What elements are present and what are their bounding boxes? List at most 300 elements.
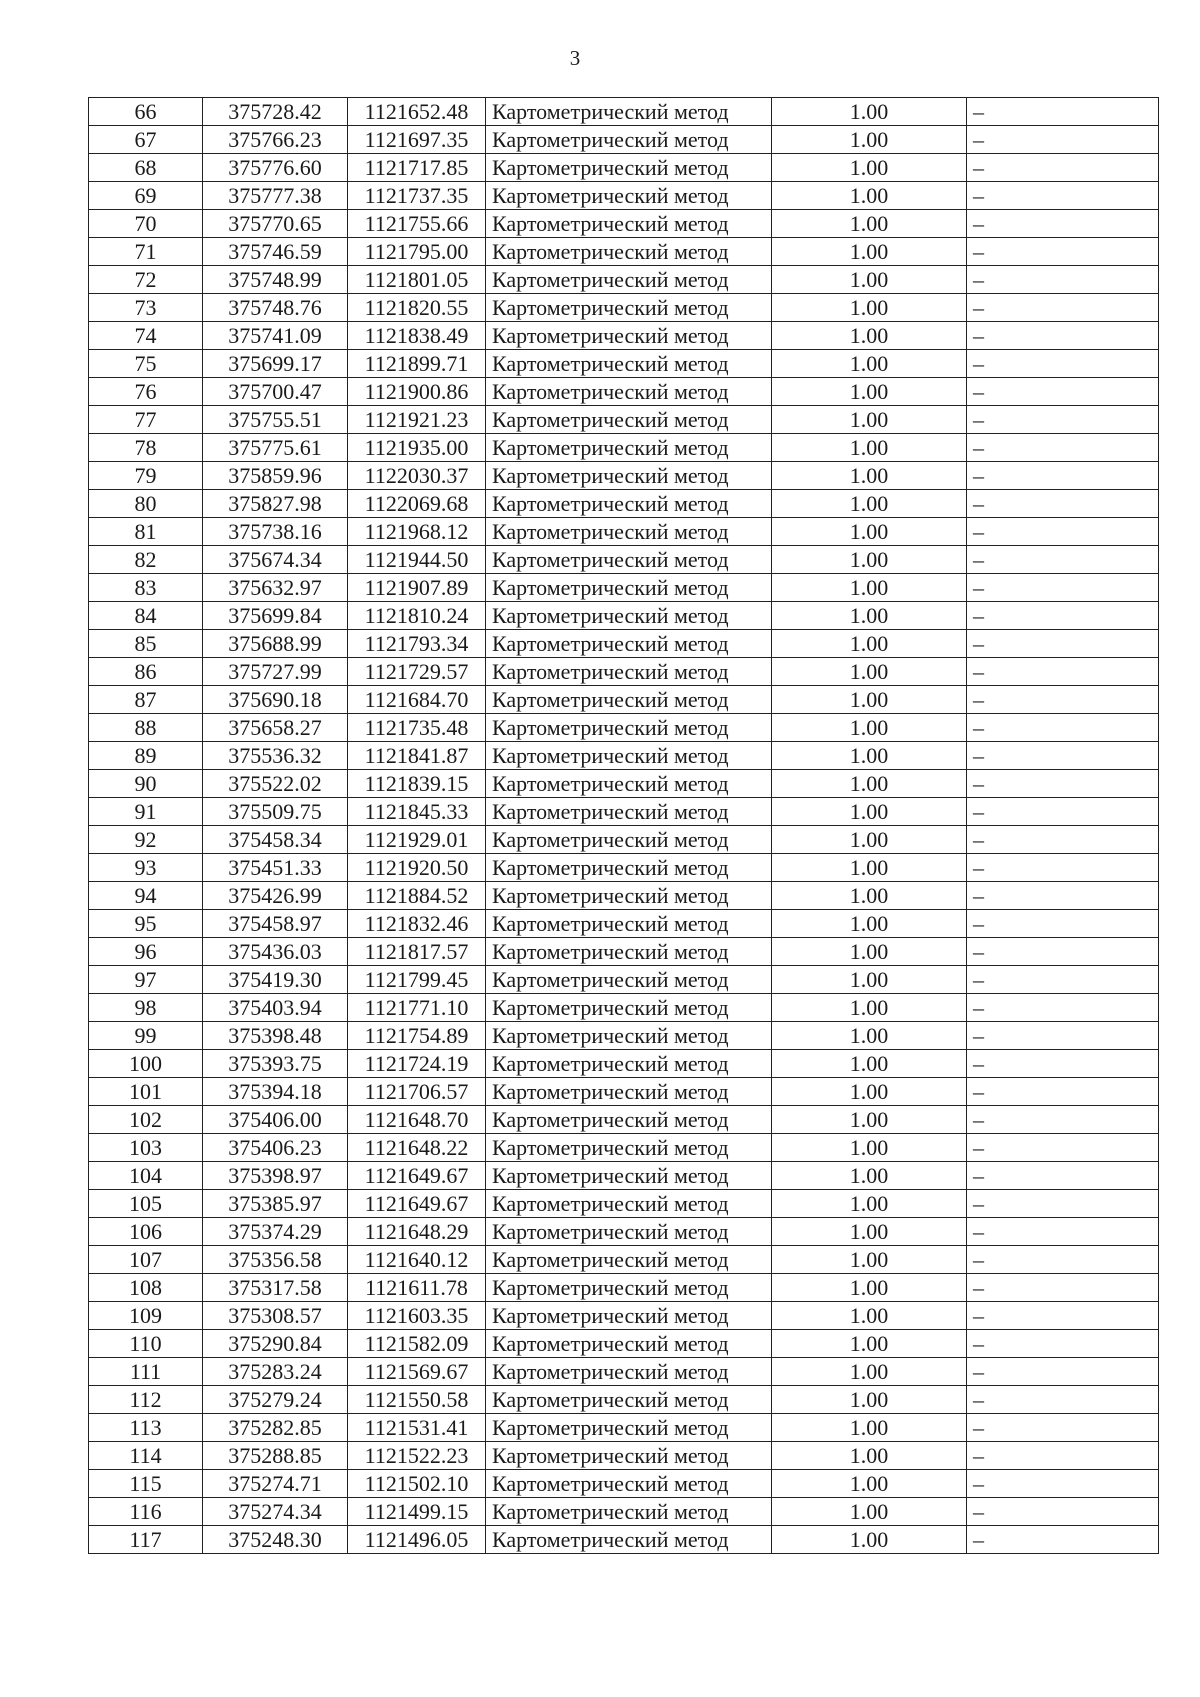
y-coordinate-cell: 1121920.50 xyxy=(348,854,486,882)
description-cell: – xyxy=(967,1218,1159,1246)
point-number-cell: 93 xyxy=(89,854,203,882)
y-coordinate-cell: 1122069.68 xyxy=(348,490,486,518)
x-coordinate-cell: 375436.03 xyxy=(203,938,348,966)
y-coordinate-cell: 1121603.35 xyxy=(348,1302,486,1330)
table-row xyxy=(89,1386,1159,1414)
x-coordinate-cell: 375458.97 xyxy=(203,910,348,938)
method-cell: Картометрический метод xyxy=(486,98,772,126)
y-coordinate-cell: 1121569.67 xyxy=(348,1358,486,1386)
point-number-cell: 91 xyxy=(89,798,203,826)
method-cell: Картометрический метод xyxy=(486,798,772,826)
point-number-cell: 112 xyxy=(89,1386,203,1414)
table-row xyxy=(89,182,1159,210)
method-cell: Картометрический метод xyxy=(486,1022,772,1050)
accuracy-cell: 1.00 xyxy=(772,1190,967,1218)
description-cell: – xyxy=(967,1470,1159,1498)
method-cell: Картометрический метод xyxy=(486,1190,772,1218)
accuracy-cell: 1.00 xyxy=(772,714,967,742)
table-row xyxy=(89,770,1159,798)
point-number-cell: 81 xyxy=(89,518,203,546)
y-coordinate-cell: 1121652.48 xyxy=(348,98,486,126)
point-number-cell: 111 xyxy=(89,1358,203,1386)
accuracy-cell: 1.00 xyxy=(772,798,967,826)
y-coordinate-cell: 1121717.85 xyxy=(348,154,486,182)
x-coordinate-cell: 375748.99 xyxy=(203,266,348,294)
point-number-cell: 109 xyxy=(89,1302,203,1330)
accuracy-cell: 1.00 xyxy=(772,1246,967,1274)
description-cell: – xyxy=(967,238,1159,266)
y-coordinate-cell: 1121899.71 xyxy=(348,350,486,378)
y-coordinate-cell: 1121611.78 xyxy=(348,1274,486,1302)
description-cell: – xyxy=(967,294,1159,322)
point-number-cell: 79 xyxy=(89,462,203,490)
description-cell: – xyxy=(967,1022,1159,1050)
point-number-cell: 97 xyxy=(89,966,203,994)
table-row xyxy=(89,266,1159,294)
method-cell: Картометрический метод xyxy=(486,1470,772,1498)
description-cell: – xyxy=(967,854,1159,882)
accuracy-cell: 1.00 xyxy=(772,266,967,294)
y-coordinate-cell: 1121502.10 xyxy=(348,1470,486,1498)
table-row xyxy=(89,1134,1159,1162)
x-coordinate-cell: 375393.75 xyxy=(203,1050,348,1078)
point-number-cell: 107 xyxy=(89,1246,203,1274)
y-coordinate-cell: 1122030.37 xyxy=(348,462,486,490)
y-coordinate-cell: 1121724.19 xyxy=(348,1050,486,1078)
table-row xyxy=(89,910,1159,938)
table-row xyxy=(89,1078,1159,1106)
point-number-cell: 68 xyxy=(89,154,203,182)
x-coordinate-cell: 375775.61 xyxy=(203,434,348,462)
accuracy-cell: 1.00 xyxy=(772,1218,967,1246)
point-number-cell: 90 xyxy=(89,770,203,798)
table-row xyxy=(89,434,1159,462)
description-cell: – xyxy=(967,434,1159,462)
table-row xyxy=(89,98,1159,126)
description-cell: – xyxy=(967,1302,1159,1330)
table-row xyxy=(89,1302,1159,1330)
point-number-cell: 108 xyxy=(89,1274,203,1302)
table-row xyxy=(89,518,1159,546)
accuracy-cell: 1.00 xyxy=(772,238,967,266)
method-cell: Картометрический метод xyxy=(486,658,772,686)
x-coordinate-cell: 375522.02 xyxy=(203,770,348,798)
y-coordinate-cell: 1121735.48 xyxy=(348,714,486,742)
accuracy-cell: 1.00 xyxy=(772,1442,967,1470)
x-coordinate-cell: 375728.42 xyxy=(203,98,348,126)
table-row xyxy=(89,938,1159,966)
point-number-cell: 78 xyxy=(89,434,203,462)
accuracy-cell: 1.00 xyxy=(772,126,967,154)
point-number-cell: 113 xyxy=(89,1414,203,1442)
accuracy-cell: 1.00 xyxy=(772,1134,967,1162)
table-row xyxy=(89,350,1159,378)
accuracy-cell: 1.00 xyxy=(772,1414,967,1442)
description-cell: – xyxy=(967,1078,1159,1106)
coordinates-table-body xyxy=(89,98,1159,1554)
description-cell: – xyxy=(967,126,1159,154)
point-number-cell: 104 xyxy=(89,1162,203,1190)
y-coordinate-cell: 1121820.55 xyxy=(348,294,486,322)
description-cell: – xyxy=(967,994,1159,1022)
table-row xyxy=(89,210,1159,238)
point-number-cell: 95 xyxy=(89,910,203,938)
description-cell: – xyxy=(967,378,1159,406)
accuracy-cell: 1.00 xyxy=(772,154,967,182)
description-cell: – xyxy=(967,1274,1159,1302)
table-row xyxy=(89,490,1159,518)
method-cell: Картометрический метод xyxy=(486,1134,772,1162)
x-coordinate-cell: 375674.34 xyxy=(203,546,348,574)
x-coordinate-cell: 375509.75 xyxy=(203,798,348,826)
point-number-cell: 96 xyxy=(89,938,203,966)
description-cell: – xyxy=(967,462,1159,490)
accuracy-cell: 1.00 xyxy=(772,462,967,490)
y-coordinate-cell: 1121810.24 xyxy=(348,602,486,630)
method-cell: Картометрический метод xyxy=(486,1274,772,1302)
point-number-cell: 67 xyxy=(89,126,203,154)
method-cell: Картометрический метод xyxy=(486,994,772,1022)
description-cell: – xyxy=(967,1162,1159,1190)
description-cell: – xyxy=(967,1050,1159,1078)
point-number-cell: 99 xyxy=(89,1022,203,1050)
point-number-cell: 82 xyxy=(89,546,203,574)
point-number-cell: 98 xyxy=(89,994,203,1022)
point-number-cell: 116 xyxy=(89,1498,203,1526)
y-coordinate-cell: 1121522.23 xyxy=(348,1442,486,1470)
x-coordinate-cell: 375426.99 xyxy=(203,882,348,910)
x-coordinate-cell: 375458.34 xyxy=(203,826,348,854)
y-coordinate-cell: 1121795.00 xyxy=(348,238,486,266)
table-row xyxy=(89,1050,1159,1078)
description-cell: – xyxy=(967,490,1159,518)
accuracy-cell: 1.00 xyxy=(772,182,967,210)
point-number-cell: 77 xyxy=(89,406,203,434)
description-cell: – xyxy=(967,210,1159,238)
accuracy-cell: 1.00 xyxy=(772,1274,967,1302)
method-cell: Картометрический метод xyxy=(486,1386,772,1414)
y-coordinate-cell: 1121697.35 xyxy=(348,126,486,154)
point-number-cell: 74 xyxy=(89,322,203,350)
accuracy-cell: 1.00 xyxy=(772,686,967,714)
accuracy-cell: 1.00 xyxy=(772,1526,967,1554)
table-row xyxy=(89,1442,1159,1470)
description-cell: – xyxy=(967,1246,1159,1274)
method-cell: Картометрический метод xyxy=(486,154,772,182)
point-number-cell: 71 xyxy=(89,238,203,266)
point-number-cell: 101 xyxy=(89,1078,203,1106)
table-row xyxy=(89,574,1159,602)
point-number-cell: 114 xyxy=(89,1442,203,1470)
x-coordinate-cell: 375741.09 xyxy=(203,322,348,350)
accuracy-cell: 1.00 xyxy=(772,294,967,322)
point-number-cell: 94 xyxy=(89,882,203,910)
method-cell: Картометрический метод xyxy=(486,602,772,630)
accuracy-cell: 1.00 xyxy=(772,854,967,882)
method-cell: Картометрический метод xyxy=(486,826,772,854)
table-row xyxy=(89,714,1159,742)
table-row xyxy=(89,1246,1159,1274)
description-cell: – xyxy=(967,1442,1159,1470)
y-coordinate-cell: 1121817.57 xyxy=(348,938,486,966)
method-cell: Картометрический метод xyxy=(486,966,772,994)
method-cell: Картометрический метод xyxy=(486,882,772,910)
x-coordinate-cell: 375288.85 xyxy=(203,1442,348,1470)
method-cell: Картометрический метод xyxy=(486,1442,772,1470)
description-cell: – xyxy=(967,546,1159,574)
y-coordinate-cell: 1121839.15 xyxy=(348,770,486,798)
accuracy-cell: 1.00 xyxy=(772,1106,967,1134)
x-coordinate-cell: 375451.33 xyxy=(203,854,348,882)
table-row xyxy=(89,1218,1159,1246)
y-coordinate-cell: 1121884.52 xyxy=(348,882,486,910)
description-cell: – xyxy=(967,266,1159,294)
table-row xyxy=(89,462,1159,490)
accuracy-cell: 1.00 xyxy=(772,1386,967,1414)
method-cell: Картометрический метод xyxy=(486,770,772,798)
table-row xyxy=(89,1190,1159,1218)
point-number-cell: 86 xyxy=(89,658,203,686)
y-coordinate-cell: 1121649.67 xyxy=(348,1190,486,1218)
x-coordinate-cell: 375859.96 xyxy=(203,462,348,490)
description-cell: – xyxy=(967,630,1159,658)
x-coordinate-cell: 375406.23 xyxy=(203,1134,348,1162)
accuracy-cell: 1.00 xyxy=(772,546,967,574)
point-number-cell: 89 xyxy=(89,742,203,770)
x-coordinate-cell: 375688.99 xyxy=(203,630,348,658)
point-number-cell: 92 xyxy=(89,826,203,854)
page-number: 3 xyxy=(569,46,581,70)
point-number-cell: 117 xyxy=(89,1526,203,1554)
accuracy-cell: 1.00 xyxy=(772,322,967,350)
y-coordinate-cell: 1121900.86 xyxy=(348,378,486,406)
x-coordinate-cell: 375727.99 xyxy=(203,658,348,686)
point-number-cell: 76 xyxy=(89,378,203,406)
method-cell: Картометрический метод xyxy=(486,490,772,518)
method-cell: Картометрический метод xyxy=(486,1358,772,1386)
x-coordinate-cell: 375290.84 xyxy=(203,1330,348,1358)
table-row xyxy=(89,1358,1159,1386)
description-cell: – xyxy=(967,1414,1159,1442)
point-number-cell: 84 xyxy=(89,602,203,630)
table-row xyxy=(89,658,1159,686)
accuracy-cell: 1.00 xyxy=(772,602,967,630)
table-row xyxy=(89,1106,1159,1134)
method-cell: Картометрический метод xyxy=(486,518,772,546)
method-cell: Картометрический метод xyxy=(486,350,772,378)
point-number-cell: 102 xyxy=(89,1106,203,1134)
table-row xyxy=(89,322,1159,350)
method-cell: Картометрический метод xyxy=(486,1498,772,1526)
y-coordinate-cell: 1121684.70 xyxy=(348,686,486,714)
y-coordinate-cell: 1121706.57 xyxy=(348,1078,486,1106)
table-row xyxy=(89,1414,1159,1442)
y-coordinate-cell: 1121648.29 xyxy=(348,1218,486,1246)
x-coordinate-cell: 375406.00 xyxy=(203,1106,348,1134)
table-row xyxy=(89,154,1159,182)
accuracy-cell: 1.00 xyxy=(772,910,967,938)
method-cell: Картометрический метод xyxy=(486,1302,772,1330)
accuracy-cell: 1.00 xyxy=(772,518,967,546)
x-coordinate-cell: 375274.71 xyxy=(203,1470,348,1498)
accuracy-cell: 1.00 xyxy=(772,882,967,910)
accuracy-cell: 1.00 xyxy=(772,826,967,854)
x-coordinate-cell: 375700.47 xyxy=(203,378,348,406)
point-number-cell: 73 xyxy=(89,294,203,322)
method-cell: Картометрический метод xyxy=(486,322,772,350)
accuracy-cell: 1.00 xyxy=(772,994,967,1022)
x-coordinate-cell: 375356.58 xyxy=(203,1246,348,1274)
accuracy-cell: 1.00 xyxy=(772,350,967,378)
description-cell: – xyxy=(967,1190,1159,1218)
method-cell: Картометрический метод xyxy=(486,434,772,462)
x-coordinate-cell: 375632.97 xyxy=(203,574,348,602)
x-coordinate-cell: 375398.48 xyxy=(203,1022,348,1050)
x-coordinate-cell: 375283.24 xyxy=(203,1358,348,1386)
x-coordinate-cell: 375738.16 xyxy=(203,518,348,546)
description-cell: – xyxy=(967,574,1159,602)
table-row xyxy=(89,294,1159,322)
x-coordinate-cell: 375398.97 xyxy=(203,1162,348,1190)
table-row xyxy=(89,742,1159,770)
description-cell: – xyxy=(967,938,1159,966)
method-cell: Картометрический метод xyxy=(486,1330,772,1358)
method-cell: Картометрический метод xyxy=(486,938,772,966)
accuracy-cell: 1.00 xyxy=(772,966,967,994)
point-number-cell: 105 xyxy=(89,1190,203,1218)
accuracy-cell: 1.00 xyxy=(772,770,967,798)
method-cell: Картометрический метод xyxy=(486,182,772,210)
y-coordinate-cell: 1121921.23 xyxy=(348,406,486,434)
y-coordinate-cell: 1121841.87 xyxy=(348,742,486,770)
table-row xyxy=(89,882,1159,910)
point-number-cell: 100 xyxy=(89,1050,203,1078)
description-cell: – xyxy=(967,1134,1159,1162)
y-coordinate-cell: 1121550.58 xyxy=(348,1386,486,1414)
description-cell: – xyxy=(967,182,1159,210)
method-cell: Картометрический метод xyxy=(486,294,772,322)
table-row xyxy=(89,686,1159,714)
x-coordinate-cell: 375746.59 xyxy=(203,238,348,266)
method-cell: Картометрический метод xyxy=(486,714,772,742)
description-cell: – xyxy=(967,154,1159,182)
x-coordinate-cell: 375419.30 xyxy=(203,966,348,994)
table-row xyxy=(89,1330,1159,1358)
point-number-cell: 75 xyxy=(89,350,203,378)
description-cell: – xyxy=(967,406,1159,434)
x-coordinate-cell: 375308.57 xyxy=(203,1302,348,1330)
accuracy-cell: 1.00 xyxy=(772,938,967,966)
y-coordinate-cell: 1121496.05 xyxy=(348,1526,486,1554)
description-cell: – xyxy=(967,798,1159,826)
y-coordinate-cell: 1121907.89 xyxy=(348,574,486,602)
accuracy-cell: 1.00 xyxy=(772,1162,967,1190)
x-coordinate-cell: 375248.30 xyxy=(203,1526,348,1554)
method-cell: Картометрический метод xyxy=(486,1526,772,1554)
description-cell: – xyxy=(967,686,1159,714)
y-coordinate-cell: 1121640.12 xyxy=(348,1246,486,1274)
x-coordinate-cell: 375374.29 xyxy=(203,1218,348,1246)
method-cell: Картометрический метод xyxy=(486,406,772,434)
method-cell: Картометрический метод xyxy=(486,210,772,238)
table-row xyxy=(89,602,1159,630)
table-row xyxy=(89,546,1159,574)
method-cell: Картометрический метод xyxy=(486,1106,772,1134)
x-coordinate-cell: 375658.27 xyxy=(203,714,348,742)
y-coordinate-cell: 1121801.05 xyxy=(348,266,486,294)
point-number-cell: 70 xyxy=(89,210,203,238)
x-coordinate-cell: 375755.51 xyxy=(203,406,348,434)
description-cell: – xyxy=(967,322,1159,350)
table-row xyxy=(89,1470,1159,1498)
coordinates-table xyxy=(88,97,1159,1554)
x-coordinate-cell: 375748.76 xyxy=(203,294,348,322)
method-cell: Картометрический метод xyxy=(486,378,772,406)
method-cell: Картометрический метод xyxy=(486,1078,772,1106)
method-cell: Картометрический метод xyxy=(486,546,772,574)
description-cell: – xyxy=(967,602,1159,630)
x-coordinate-cell: 375777.38 xyxy=(203,182,348,210)
y-coordinate-cell: 1121531.41 xyxy=(348,1414,486,1442)
table-row xyxy=(89,406,1159,434)
accuracy-cell: 1.00 xyxy=(772,1078,967,1106)
description-cell: – xyxy=(967,1498,1159,1526)
x-coordinate-cell: 375403.94 xyxy=(203,994,348,1022)
table-row xyxy=(89,1022,1159,1050)
point-number-cell: 106 xyxy=(89,1218,203,1246)
x-coordinate-cell: 375690.18 xyxy=(203,686,348,714)
y-coordinate-cell: 1121771.10 xyxy=(348,994,486,1022)
x-coordinate-cell: 375770.65 xyxy=(203,210,348,238)
table-row xyxy=(89,630,1159,658)
y-coordinate-cell: 1121799.45 xyxy=(348,966,486,994)
method-cell: Картометрический метод xyxy=(486,1246,772,1274)
table-row xyxy=(89,126,1159,154)
accuracy-cell: 1.00 xyxy=(772,742,967,770)
x-coordinate-cell: 375385.97 xyxy=(203,1190,348,1218)
description-cell: – xyxy=(967,910,1159,938)
y-coordinate-cell: 1121499.15 xyxy=(348,1498,486,1526)
y-coordinate-cell: 1121755.66 xyxy=(348,210,486,238)
method-cell: Картометрический метод xyxy=(486,574,772,602)
method-cell: Картометрический метод xyxy=(486,238,772,266)
y-coordinate-cell: 1121944.50 xyxy=(348,546,486,574)
x-coordinate-cell: 375699.17 xyxy=(203,350,348,378)
description-cell: – xyxy=(967,742,1159,770)
table-row xyxy=(89,378,1159,406)
x-coordinate-cell: 375282.85 xyxy=(203,1414,348,1442)
point-number-cell: 115 xyxy=(89,1470,203,1498)
accuracy-cell: 1.00 xyxy=(772,574,967,602)
table-row xyxy=(89,238,1159,266)
method-cell: Картометрический метод xyxy=(486,126,772,154)
accuracy-cell: 1.00 xyxy=(772,1330,967,1358)
accuracy-cell: 1.00 xyxy=(772,1302,967,1330)
accuracy-cell: 1.00 xyxy=(772,490,967,518)
method-cell: Картометрический метод xyxy=(486,910,772,938)
description-cell: – xyxy=(967,658,1159,686)
table-row xyxy=(89,798,1159,826)
description-cell: – xyxy=(967,882,1159,910)
point-number-cell: 69 xyxy=(89,182,203,210)
x-coordinate-cell: 375317.58 xyxy=(203,1274,348,1302)
accuracy-cell: 1.00 xyxy=(772,1022,967,1050)
y-coordinate-cell: 1121648.70 xyxy=(348,1106,486,1134)
table-row xyxy=(89,1498,1159,1526)
accuracy-cell: 1.00 xyxy=(772,1050,967,1078)
accuracy-cell: 1.00 xyxy=(772,98,967,126)
method-cell: Картометрический метод xyxy=(486,266,772,294)
